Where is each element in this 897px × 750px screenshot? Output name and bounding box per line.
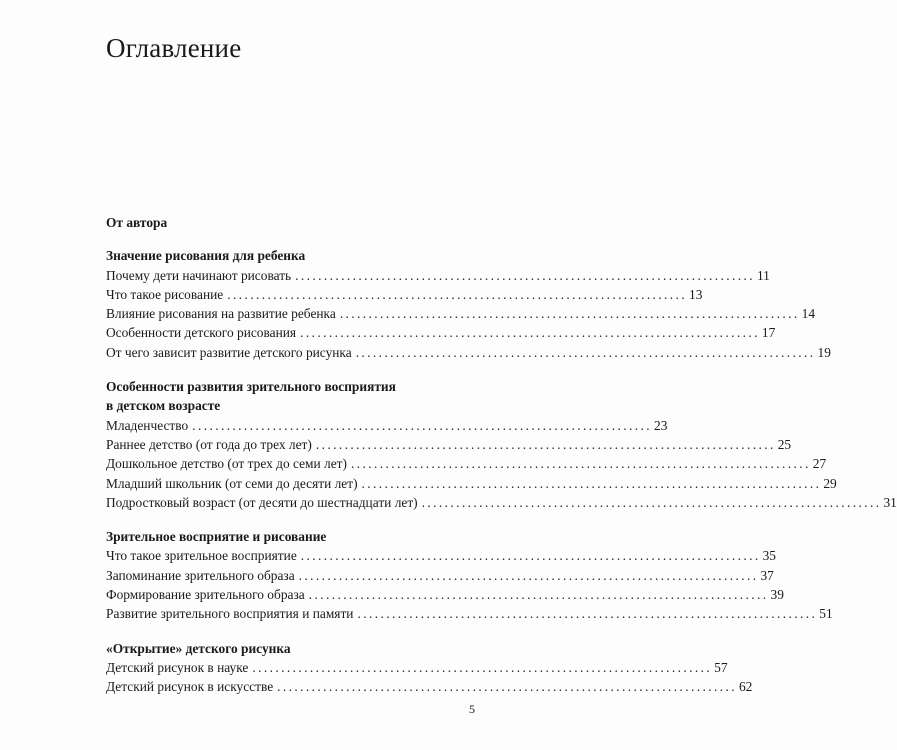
dot-leader: ................................................................................ (252, 659, 713, 675)
section-heading: Особенности развития зрительного восприятия (106, 379, 396, 395)
entry-list (106, 416, 897, 512)
entry-title: Что такое рисование (106, 286, 224, 302)
entry-title: Детский рисунок в искусстве (106, 679, 274, 695)
dot-leader: ................................................................................ (295, 267, 755, 283)
dot-leader: ................................................................................ (355, 344, 816, 360)
entry-list (106, 546, 833, 623)
dot-leader: ................................................................................ (357, 606, 818, 622)
dot-leader: ................................................................................ (315, 436, 776, 452)
entry-page-number: 39 (770, 587, 784, 603)
entry-title: Развитие зрительного восприятия и памяти (106, 606, 354, 622)
dot-leader: ................................................................................ (298, 567, 759, 583)
toc-entry[interactable] (106, 493, 897, 512)
dot-leader: ................................................................................ (192, 417, 653, 433)
section-heading: Значение рисования для ребенка (106, 248, 306, 264)
toc-section-drawing-meaning (106, 246, 831, 362)
dot-leader: ................................................................................ (350, 456, 811, 472)
section-heading: Зрительное восприятие и рисование (106, 529, 327, 545)
dot-leader: ................................................................................ (421, 494, 882, 510)
toc-entry[interactable] (106, 454, 827, 473)
entry-page-number: 31 (883, 494, 897, 510)
entry-page-number: 19 (817, 344, 831, 360)
entry-page-number: 14 (801, 306, 816, 322)
entry-page-number: 62 (738, 679, 753, 695)
toc-entry[interactable] (106, 266, 770, 285)
toc-section-author (106, 213, 491, 232)
entry-list (106, 658, 753, 697)
section-heading: От автора (106, 215, 168, 230)
dot-leader: ................................................................................ (300, 548, 761, 564)
toc-section-visual-perception-development (106, 377, 897, 512)
entry-title: Младенчество (106, 417, 189, 433)
entry-title: Влияние рисования на развитие ребенка (106, 306, 336, 322)
toc-entry[interactable] (106, 566, 774, 585)
entry-page-number: 51 (819, 606, 833, 622)
page-title: Оглавление (106, 33, 242, 63)
entry-page-number: 57 (714, 659, 728, 675)
entry-title: Раннее детство (от года до трех лет) (106, 436, 312, 452)
dot-leader: ................................................................................ (277, 679, 737, 695)
toc-section-discovery (106, 639, 753, 697)
toc-entry[interactable] (106, 416, 668, 435)
entry-title: Почему дети начинают рисовать (106, 267, 292, 283)
page-number: 5 (469, 702, 475, 716)
toc-entry[interactable] (106, 343, 831, 362)
entry-page-number: 11 (756, 267, 770, 283)
section-heading: «Открытие» детского рисунка (106, 640, 291, 656)
entry-page-number: 13 (689, 286, 703, 302)
toc-entry[interactable] (106, 304, 816, 323)
toc-entry[interactable] (106, 658, 728, 677)
entry-title: Формирование зрительного образа (106, 587, 305, 603)
toc-entry[interactable] (106, 435, 792, 454)
entry-title: Дошкольное детство (от трех до семи лет) (106, 456, 347, 472)
dot-leader: ................................................................................ (300, 325, 760, 341)
toc-entry[interactable] (106, 323, 776, 342)
toc-entry[interactable] (106, 585, 784, 604)
entry-title: Особенности детского рисования (106, 325, 297, 341)
dot-leader: ................................................................................ (308, 587, 769, 603)
entry-page-number: 25 (777, 436, 792, 452)
entry-title: Запоминание зрительного образа (106, 567, 295, 583)
entry-page-number: 35 (762, 548, 776, 564)
entry-page-number: 23 (654, 417, 668, 433)
section-heading-continued: в детском возрасте (106, 398, 221, 414)
entry-title: Подростковый возраст (от десяти до шестнадцати лет) (106, 494, 418, 510)
entry-title: Что такое зрительное восприятие (106, 548, 297, 564)
table-of-contents (106, 213, 897, 697)
dot-leader: ................................................................................ (361, 475, 822, 491)
entry-page-number: 37 (760, 567, 774, 583)
entry-title: Детский рисунок в науке (106, 659, 249, 675)
entry-page-number: 27 (812, 456, 827, 472)
entry-page-number: 29 (823, 475, 837, 491)
entry-title: От чего зависит развитие детского рисунка (106, 344, 352, 360)
dot-leader: ................................................................................ (339, 306, 800, 322)
toc-entry[interactable] (106, 474, 837, 493)
entry-list (106, 266, 831, 362)
toc-entry[interactable] (106, 285, 703, 304)
toc-entry[interactable] (106, 677, 753, 696)
toc-entry[interactable] (106, 604, 833, 623)
entry-title: Младший школьник (от семи до десяти лет) (106, 475, 358, 491)
toc-entry[interactable] (106, 546, 776, 565)
entry-page-number: 17 (761, 325, 776, 341)
dot-leader: ................................................................................ (227, 286, 688, 302)
toc-section-visual-perception-drawing (106, 527, 833, 623)
